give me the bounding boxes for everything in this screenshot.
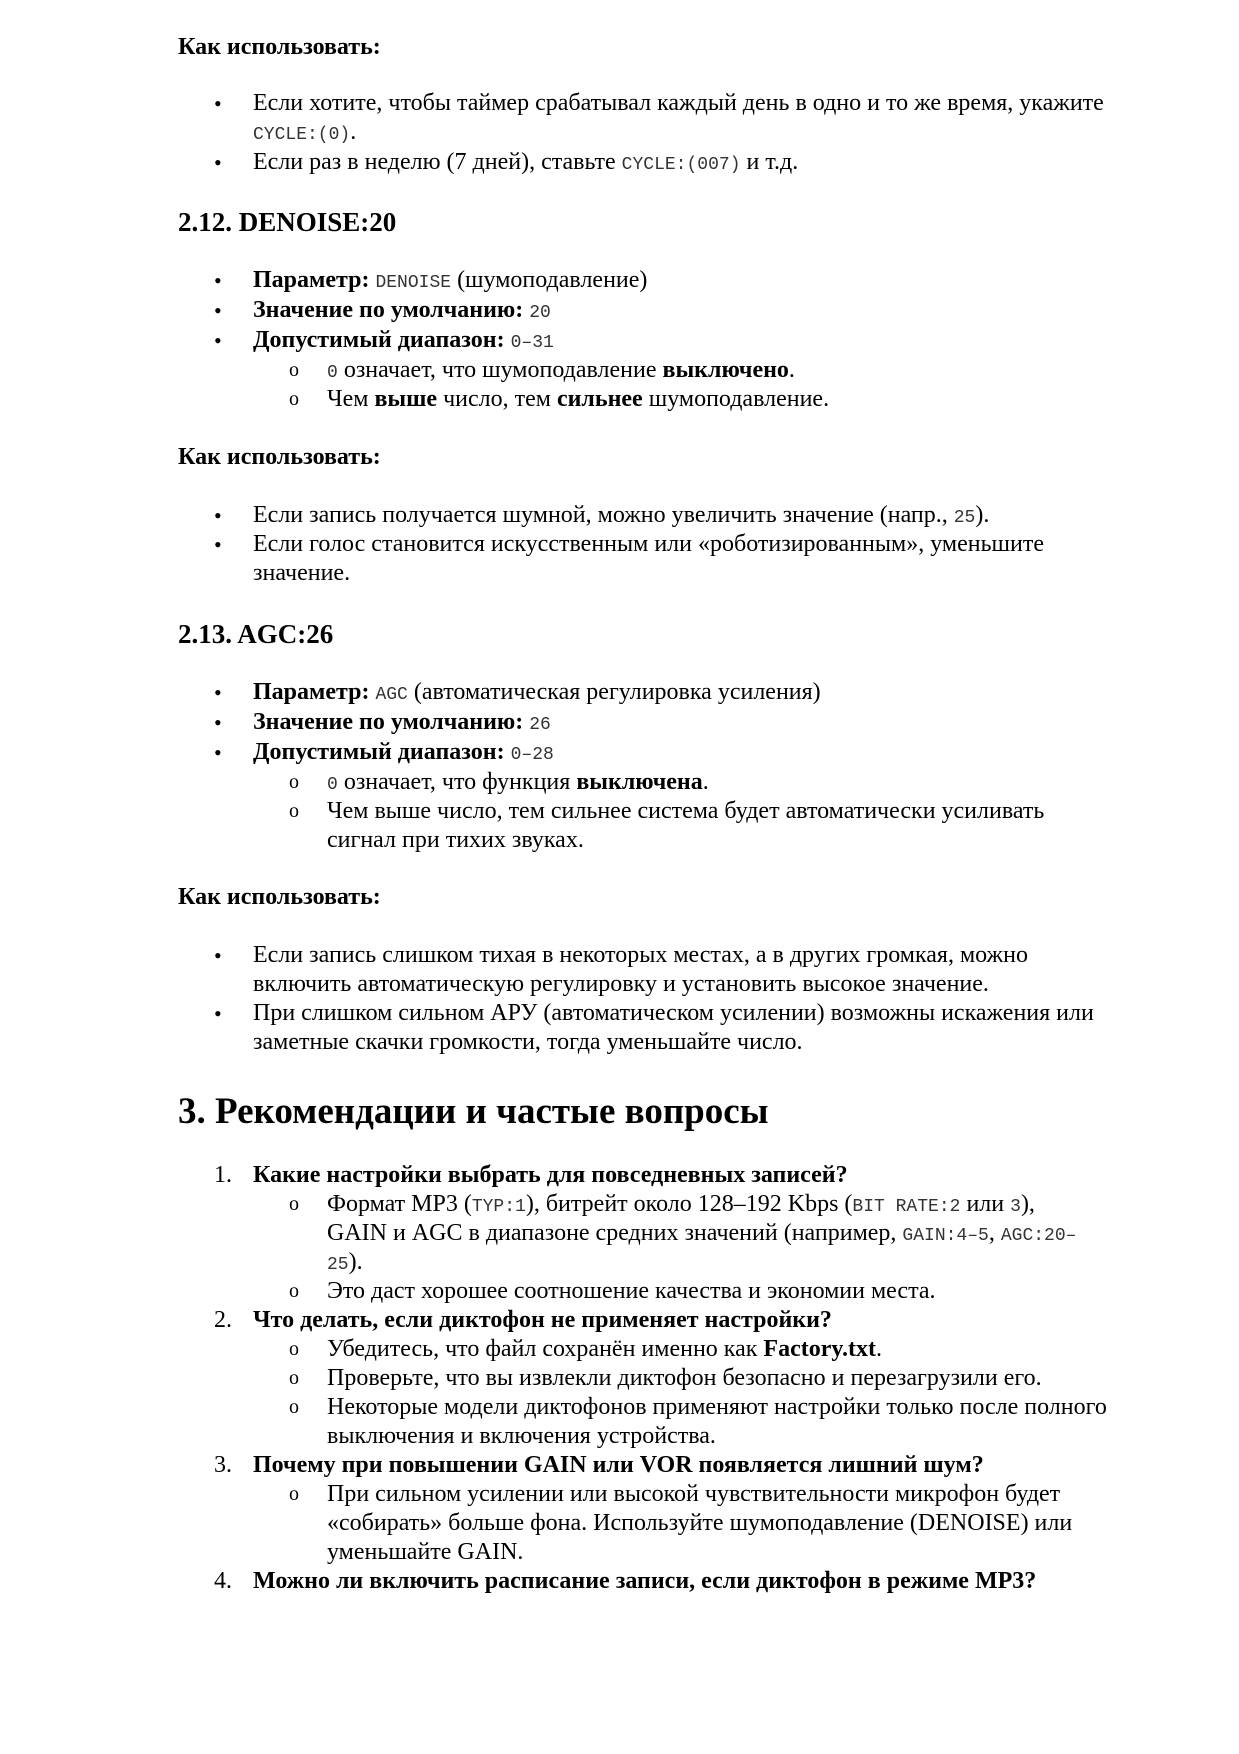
sub-list-item-continuation: «собирать» больше фона. Используйте шумоподавление (DENOISE) или (327, 1510, 1073, 1536)
sub-list-item: Убедитесь, что файл сохранён именно как Factory.txt. (327, 1336, 883, 1362)
bullet-marker: • (214, 680, 222, 705)
sub-marker: o (289, 359, 299, 381)
sub-marker: o (289, 800, 299, 822)
sub-list-item: Проверьте, что вы извлекли диктофон безопасно и перезагрузили его. (327, 1365, 1042, 1391)
section-title-denoise: 2.12. DENOISE:20 (178, 207, 397, 237)
list-number: 3. (214, 1452, 232, 1478)
list-item: Если запись слишком тихая в некоторых местах, а в других громкая, можно (253, 942, 1028, 968)
bullet-marker: • (214, 268, 222, 293)
list-item-continuation: CYCLE:(0). (253, 119, 357, 145)
list-item-continuation: включить автоматическую регулировку и установить высокое значение. (253, 971, 989, 997)
sub-list-item: 0 означает, что шумоподавление выключено. (327, 357, 795, 383)
list-item: Значение по умолчанию: 26 (253, 709, 551, 735)
sub-list-item-continuation: уменьшайте GAIN. (327, 1539, 524, 1565)
bullet-marker: • (214, 943, 222, 968)
list-number: 2. (214, 1307, 232, 1333)
bullet-marker: • (214, 150, 222, 175)
sub-marker: o (289, 1396, 299, 1418)
faq-question: Почему при повышении GAIN или VOR появляется лишний шум? (253, 1452, 984, 1478)
sub-list-item: При сильном усилении или высокой чувствительности микрофон будет (327, 1481, 1061, 1507)
bullet-marker: • (214, 532, 222, 557)
section-title-recommendations: 3. Рекомендации и частые вопросы (178, 1091, 769, 1132)
bullet-marker: • (214, 740, 222, 765)
list-item: Допустимый диапазон: 0–28 (253, 739, 554, 765)
sub-marker: o (289, 1483, 299, 1505)
list-item: Если запись получается шумной, можно увеличить значение (напр., 25). (253, 502, 990, 528)
list-item-continuation: значение. (253, 560, 351, 586)
faq-question: Можно ли включить расписание записи, если диктофон в режиме MP3? (253, 1568, 1037, 1594)
list-item-continuation: заметные скачки громкости, тогда уменьшайте число. (253, 1029, 803, 1055)
sub-list-item-continuation: GAIN и AGC в диапазоне средних значений (например, GAIN:4–5, AGC:20– (327, 1220, 1077, 1246)
faq-question: Какие настройки выбрать для повседневных записей? (253, 1162, 848, 1188)
list-number: 1. (214, 1162, 232, 1188)
sub-list-item-continuation: сигнал при тихих звуках. (327, 827, 584, 853)
sub-marker: o (289, 1193, 299, 1215)
sub-marker: o (289, 1280, 299, 1302)
sub-list-item: Формат MP3 (TYP:1), битрейт около 128–192 Kbps (BIT RATE:2 или 3), (327, 1191, 1035, 1217)
sub-list-item: Это даст хорошее соотношение качества и экономии места. (327, 1278, 936, 1304)
section-title-agc: 2.13. AGC:26 (178, 619, 334, 649)
sub-marker: o (289, 1367, 299, 1389)
sub-list-item-continuation: 25). (327, 1249, 363, 1275)
sub-list-item: 0 означает, что функция выключена. (327, 769, 709, 795)
list-item: При слишком сильном АРУ (автоматическом усилении) возможны искажения или (253, 1000, 1094, 1026)
bullet-marker: • (214, 91, 222, 116)
list-item: Допустимый диапазон: 0–31 (253, 327, 554, 353)
faq-question: Что делать, если диктофон не применяет настройки? (253, 1307, 832, 1333)
code-value: CYCLE:(0) (253, 125, 351, 145)
list-item: Значение по умолчанию: 20 (253, 297, 551, 323)
list-item: Если раз в неделю (7 дней), ставьте CYCLE:(007) и т.д. (253, 149, 799, 175)
sub-marker: o (289, 771, 299, 793)
how-to-use-heading: Как использовать: (178, 444, 381, 470)
bullet-marker: • (214, 710, 222, 735)
list-number: 4. (214, 1568, 232, 1594)
sub-list-item: Чем выше число, тем сильнее шумоподавление. (327, 386, 830, 412)
sub-list-item-continuation: выключения и включения устройства. (327, 1423, 716, 1449)
list-item: Если голос становится искусственным или «роботизированным», уменьшите (253, 531, 1044, 557)
bullet-marker: • (214, 503, 222, 528)
sub-list-item: Некоторые модели диктофонов применяют настройки только после полного (327, 1394, 1107, 1420)
code-value: CYCLE:(007) (621, 155, 741, 175)
bullet-marker: • (214, 1001, 222, 1026)
sub-marker: o (289, 1338, 299, 1360)
bullet-marker: • (214, 328, 222, 353)
how-to-use-heading: Как использовать: (178, 34, 381, 60)
how-to-use-heading: Как использовать: (178, 884, 381, 910)
list-item: Если хотите, чтобы таймер срабатывал каждый день в одно и то же время, укажите (253, 90, 1104, 116)
list-item: Параметр: AGC (автоматическая регулировка усиления) (253, 679, 821, 705)
bullet-marker: • (214, 298, 222, 323)
list-item: Параметр: DENOISE (шумоподавление) (253, 267, 648, 293)
sub-list-item: Чем выше число, тем сильнее система будет автоматически усиливать (327, 798, 1045, 824)
sub-marker: o (289, 388, 299, 410)
